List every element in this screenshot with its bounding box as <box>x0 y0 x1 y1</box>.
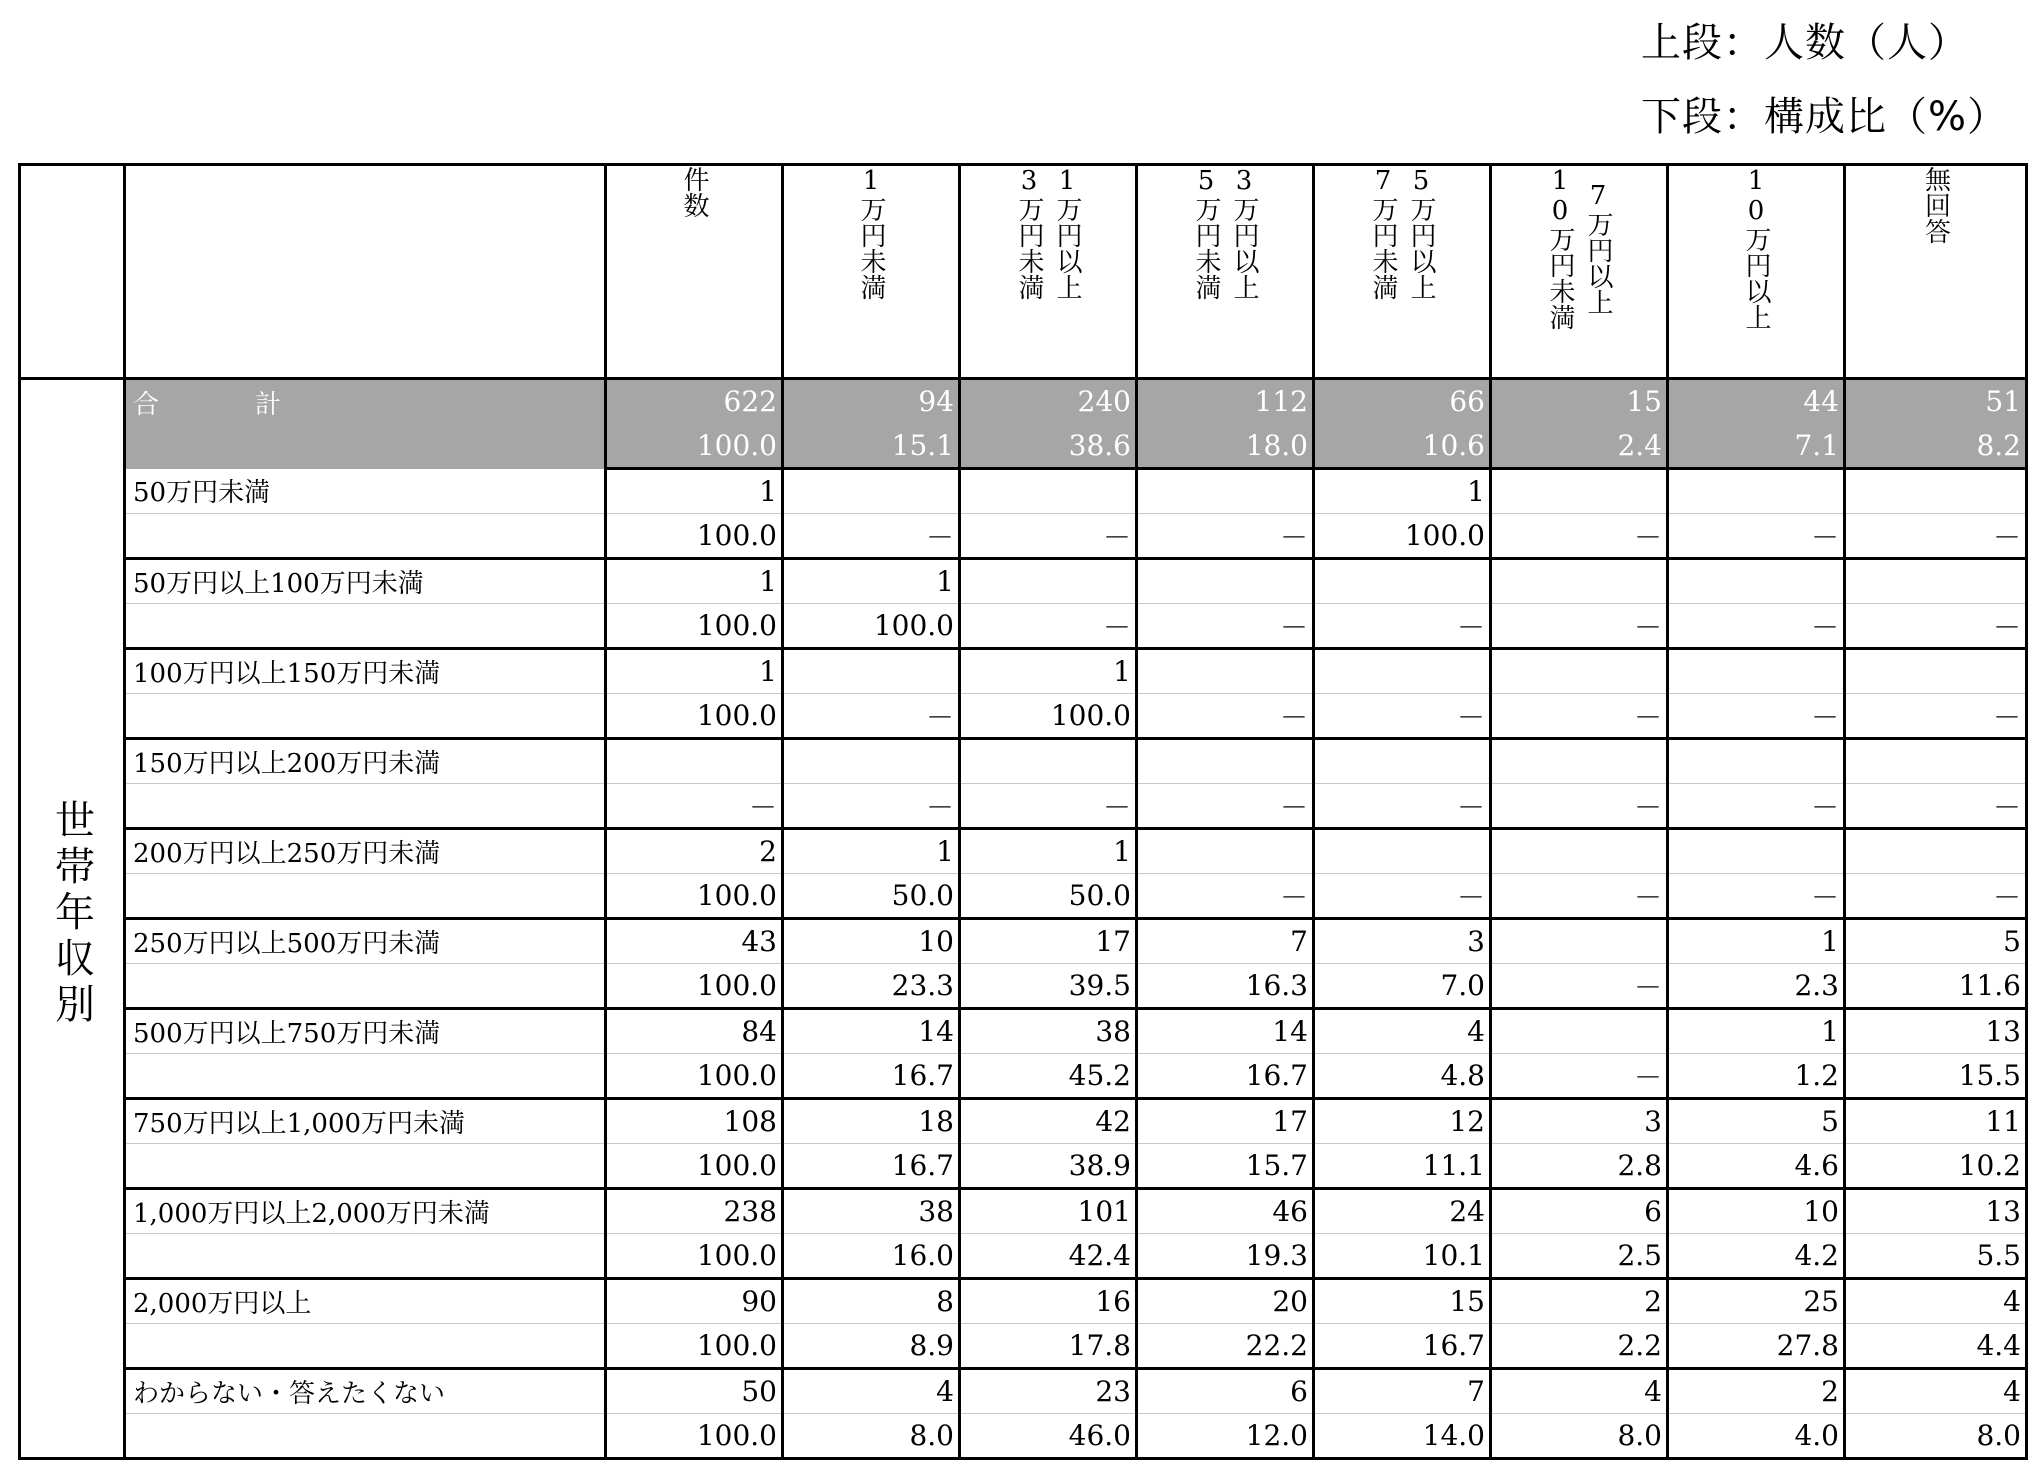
count-cell: 43 <box>606 919 783 964</box>
row-label: 200万円以上250万円未満 <box>125 829 606 874</box>
ratio-cell: － <box>606 784 783 829</box>
ratio-cell: 27.8 <box>1668 1324 1845 1369</box>
count-cell: 90 <box>606 1279 783 1324</box>
table-row-ratios <box>20 874 2027 919</box>
row-label: 500万円以上750万円未満 <box>125 1009 606 1054</box>
count-cell: 12 <box>1314 1099 1491 1144</box>
column-header <box>1491 165 1668 379</box>
count-cell: 14 <box>783 1009 960 1054</box>
ratio-cell: 16.7 <box>783 1054 960 1099</box>
count-cell: 13 <box>1845 1009 2027 1054</box>
count-cell <box>1137 739 1314 784</box>
table-row-counts <box>20 739 2027 784</box>
ratio-cell: － <box>1845 874 2027 919</box>
ratio-cell: － <box>960 784 1137 829</box>
table-row-ratios <box>20 1234 2027 1279</box>
count-cell: 2 <box>606 829 783 874</box>
ratio-cell: － <box>783 784 960 829</box>
table-row-ratios <box>20 514 2027 559</box>
row-label: 150万円以上200万円未満 <box>125 739 606 784</box>
ratio-cell: － <box>1845 694 2027 739</box>
count-cell <box>1668 739 1845 784</box>
ratio-cell: － <box>1845 784 2027 829</box>
row-label-blank <box>125 1054 606 1099</box>
count-cell: 17 <box>1137 1099 1314 1144</box>
total-label-b: 計 <box>255 390 282 420</box>
ratio-cell: 16.0 <box>783 1234 960 1279</box>
ratio-cell: 50.0 <box>960 874 1137 919</box>
count-cell: 1 <box>1668 919 1845 964</box>
total-count-cell: 240 <box>960 379 1137 424</box>
header-row <box>20 165 2027 379</box>
table-row-ratios <box>20 1054 2027 1099</box>
count-cell: 10 <box>783 919 960 964</box>
ratio-cell: － <box>1668 604 1845 649</box>
column-header-text: 10万円以上 <box>1741 166 1771 330</box>
row-label-blank <box>125 514 606 559</box>
total-count-cell: 622 <box>606 379 783 424</box>
column-header-text: 無回答 <box>1920 166 1951 244</box>
count-cell: 13 <box>1845 1189 2027 1234</box>
count-cell <box>960 559 1137 604</box>
count-cell <box>783 469 960 514</box>
column-header <box>960 165 1137 379</box>
column-header-text: 5万円以上 <box>1406 166 1436 300</box>
count-cell: 1 <box>606 469 783 514</box>
ratio-cell: － <box>1491 784 1668 829</box>
column-header <box>1314 165 1491 379</box>
column-header-text: 件数 <box>679 166 709 218</box>
table-row-counts <box>20 1009 2027 1054</box>
count-cell: 1 <box>960 829 1137 874</box>
ratio-cell: － <box>1314 694 1491 739</box>
count-cell: 14 <box>1137 1009 1314 1054</box>
count-cell: 1 <box>606 649 783 694</box>
count-cell: 4 <box>783 1369 960 1414</box>
ratio-cell: 42.4 <box>960 1234 1137 1279</box>
column-header-text: 3万円以上 <box>1229 166 1259 300</box>
ratio-cell: 5.5 <box>1845 1234 2027 1279</box>
count-cell <box>1137 559 1314 604</box>
total-count-cell: 94 <box>783 379 960 424</box>
ratio-cell: 2.8 <box>1491 1144 1668 1189</box>
column-header-text: 1万円以上 <box>1052 166 1082 300</box>
total-ratio-cell: 2.4 <box>1491 424 1668 469</box>
count-cell: 1 <box>1668 1009 1845 1054</box>
count-cell: 6 <box>1137 1369 1314 1414</box>
ratio-cell: － <box>1491 964 1668 1009</box>
unit-legend <box>1641 6 2008 154</box>
ratio-cell: 16.7 <box>1314 1324 1491 1369</box>
ratio-cell: 45.2 <box>960 1054 1137 1099</box>
ratio-cell: 100.0 <box>606 1234 783 1279</box>
table-row-counts <box>20 1369 2027 1414</box>
count-cell <box>606 739 783 784</box>
table-row-counts <box>20 649 2027 694</box>
ratio-cell: 2.2 <box>1491 1324 1668 1369</box>
table-row-counts <box>20 1189 2027 1234</box>
ratio-cell: 16.7 <box>783 1144 960 1189</box>
ratio-cell: 100.0 <box>606 964 783 1009</box>
ratio-cell: 16.7 <box>1137 1054 1314 1099</box>
ratio-cell: 10.1 <box>1314 1234 1491 1279</box>
count-cell: 1 <box>960 649 1137 694</box>
count-cell: 17 <box>960 919 1137 964</box>
row-label: 1,000万円以上2,000万円未満 <box>125 1189 606 1234</box>
count-cell <box>1314 649 1491 694</box>
ratio-cell: － <box>1137 694 1314 739</box>
column-header <box>1668 165 1845 379</box>
count-cell: 1 <box>1314 469 1491 514</box>
count-cell: 5 <box>1845 919 2027 964</box>
row-label-blank <box>125 1324 606 1369</box>
row-label-blank <box>125 1414 606 1459</box>
count-cell: 16 <box>960 1279 1137 1324</box>
ratio-cell: － <box>1137 784 1314 829</box>
row-label-blank <box>125 694 606 739</box>
row-label: 50万円未満 <box>125 469 606 514</box>
count-cell <box>783 649 960 694</box>
ratio-cell: 11.6 <box>1845 964 2027 1009</box>
count-cell: 18 <box>783 1099 960 1144</box>
count-cell <box>1137 829 1314 874</box>
count-cell <box>1845 829 2027 874</box>
column-header-text: 7万円以上 <box>1583 181 1613 315</box>
count-cell: 10 <box>1668 1189 1845 1234</box>
ratio-cell: － <box>1137 604 1314 649</box>
count-cell: 84 <box>606 1009 783 1054</box>
count-cell: 25 <box>1668 1279 1845 1324</box>
count-cell <box>1491 1009 1668 1054</box>
ratio-cell: 100.0 <box>606 694 783 739</box>
count-cell <box>1668 829 1845 874</box>
row-label-blank <box>125 874 606 919</box>
ratio-cell: － <box>1668 874 1845 919</box>
ratio-cell: 22.2 <box>1137 1324 1314 1369</box>
total-count-cell: 44 <box>1668 379 1845 424</box>
ratio-cell: 19.3 <box>1137 1234 1314 1279</box>
count-cell: 8 <box>783 1279 960 1324</box>
count-cell: 11 <box>1845 1099 2027 1144</box>
count-cell <box>1668 559 1845 604</box>
ratio-cell: 100.0 <box>1314 514 1491 559</box>
count-cell: 38 <box>960 1009 1137 1054</box>
total-count-cell: 66 <box>1314 379 1491 424</box>
ratio-cell: － <box>1668 514 1845 559</box>
total-ratio-cell: 100.0 <box>606 424 783 469</box>
count-cell: 4 <box>1314 1009 1491 1054</box>
ratio-cell: 8.0 <box>783 1414 960 1459</box>
count-cell <box>960 469 1137 514</box>
row-label: 50万円以上100万円未満 <box>125 559 606 604</box>
ratio-cell: 46.0 <box>960 1414 1137 1459</box>
header-label-cell <box>125 165 606 379</box>
count-cell: 50 <box>606 1369 783 1414</box>
ratio-cell: － <box>1491 874 1668 919</box>
ratio-cell: 8.9 <box>783 1324 960 1369</box>
row-label-blank <box>125 604 606 649</box>
ratio-cell: 14.0 <box>1314 1414 1491 1459</box>
table-row-ratios <box>20 604 2027 649</box>
count-cell: 15 <box>1314 1279 1491 1324</box>
count-cell <box>1845 649 2027 694</box>
total-ratio-cell: 15.1 <box>783 424 960 469</box>
row-label-blank <box>125 784 606 829</box>
total-ratio-cell: 8.2 <box>1845 424 2027 469</box>
ratio-cell: 15.7 <box>1137 1144 1314 1189</box>
table-row-counts <box>20 1279 2027 1324</box>
ratio-cell: － <box>1314 604 1491 649</box>
ratio-cell: 15.5 <box>1845 1054 2027 1099</box>
column-header-text: 10万円未満 <box>1545 166 1575 330</box>
table-row-ratios <box>20 1144 2027 1189</box>
ratio-cell: 10.2 <box>1845 1144 2027 1189</box>
count-cell: 1 <box>606 559 783 604</box>
ratio-cell: 100.0 <box>606 514 783 559</box>
count-cell: 2 <box>1668 1369 1845 1414</box>
count-cell <box>1491 739 1668 784</box>
header-corner-cell <box>20 165 125 379</box>
row-label: 100万円以上150万円未満 <box>125 649 606 694</box>
ratio-cell: 100.0 <box>606 604 783 649</box>
ratio-cell: 50.0 <box>783 874 960 919</box>
count-cell: 4 <box>1491 1369 1668 1414</box>
count-cell: 23 <box>960 1369 1137 1414</box>
total-ratio-cell: 38.6 <box>960 424 1137 469</box>
ratio-cell: － <box>1137 514 1314 559</box>
count-cell: 46 <box>1137 1189 1314 1234</box>
count-cell: 3 <box>1314 919 1491 964</box>
table-row-ratios <box>20 694 2027 739</box>
ratio-cell: － <box>1491 694 1668 739</box>
count-cell <box>1845 469 2027 514</box>
column-header <box>783 165 960 379</box>
ratio-cell: － <box>1845 604 2027 649</box>
count-cell: 7 <box>1137 919 1314 964</box>
table-row-counts <box>20 829 2027 874</box>
ratio-cell: － <box>1491 1054 1668 1099</box>
count-cell <box>960 739 1137 784</box>
total-ratio-cell: 10.6 <box>1314 424 1491 469</box>
table-row-ratios <box>20 784 2027 829</box>
count-cell: 3 <box>1491 1099 1668 1144</box>
count-cell: 7 <box>1314 1369 1491 1414</box>
ratio-cell: 100.0 <box>606 874 783 919</box>
ratio-cell: 7.0 <box>1314 964 1491 1009</box>
ratio-cell: 100.0 <box>783 604 960 649</box>
total-row-counts <box>20 379 2027 424</box>
table-row-ratios <box>20 1414 2027 1459</box>
count-cell <box>1491 649 1668 694</box>
ratio-cell: － <box>783 694 960 739</box>
count-cell: 101 <box>960 1189 1137 1234</box>
total-label <box>125 379 606 469</box>
ratio-cell: 4.4 <box>1845 1324 2027 1369</box>
ratio-cell: 100.0 <box>606 1414 783 1459</box>
count-cell <box>783 739 960 784</box>
count-cell: 38 <box>783 1189 960 1234</box>
count-cell: 1 <box>783 559 960 604</box>
table-row-counts <box>20 1099 2027 1144</box>
count-cell <box>1491 919 1668 964</box>
ratio-cell: － <box>1491 604 1668 649</box>
count-cell: 6 <box>1491 1189 1668 1234</box>
count-cell: 24 <box>1314 1189 1491 1234</box>
count-cell <box>1314 559 1491 604</box>
table-row-counts <box>20 919 2027 964</box>
ratio-cell: － <box>1845 514 2027 559</box>
ratio-cell: 38.9 <box>960 1144 1137 1189</box>
total-count-cell: 15 <box>1491 379 1668 424</box>
ratio-cell: － <box>960 604 1137 649</box>
count-cell <box>1845 559 2027 604</box>
count-cell <box>1491 829 1668 874</box>
column-header-text: 1万円未満 <box>856 166 886 300</box>
ratio-cell: 12.0 <box>1137 1414 1314 1459</box>
ratio-cell: 100.0 <box>606 1144 783 1189</box>
ratio-cell: 16.3 <box>1137 964 1314 1009</box>
ratio-cell: 11.1 <box>1314 1144 1491 1189</box>
count-cell: 238 <box>606 1189 783 1234</box>
column-header-text: 7万円未満 <box>1368 166 1398 300</box>
ratio-cell: 39.5 <box>960 964 1137 1009</box>
count-cell <box>1314 739 1491 784</box>
column-header <box>606 165 783 379</box>
row-label: わからない・答えたくない <box>125 1369 606 1414</box>
ratio-cell: 2.3 <box>1668 964 1845 1009</box>
count-cell: 108 <box>606 1099 783 1144</box>
count-cell <box>1314 829 1491 874</box>
table-row-ratios <box>20 1324 2027 1369</box>
group-label: 世帯年収別 <box>48 798 95 1029</box>
count-cell: 1 <box>783 829 960 874</box>
ratio-cell: 4.0 <box>1668 1414 1845 1459</box>
ratio-cell: － <box>1314 784 1491 829</box>
count-cell <box>1137 649 1314 694</box>
crosstab-table <box>18 163 2028 1460</box>
count-cell <box>1668 649 1845 694</box>
ratio-cell: 4.6 <box>1668 1144 1845 1189</box>
table-row-counts <box>20 559 2027 604</box>
total-label-a: 合 <box>133 390 160 420</box>
row-label-blank <box>125 1234 606 1279</box>
count-cell <box>1491 559 1668 604</box>
ratio-cell: － <box>1314 874 1491 919</box>
row-label-blank <box>125 1144 606 1189</box>
ratio-cell: － <box>1137 874 1314 919</box>
count-cell <box>1137 469 1314 514</box>
count-cell: 5 <box>1668 1099 1845 1144</box>
count-cell: 2 <box>1491 1279 1668 1324</box>
total-ratio-cell: 7.1 <box>1668 424 1845 469</box>
count-cell: 20 <box>1137 1279 1314 1324</box>
row-label-blank <box>125 964 606 1009</box>
column-header-text: 5万円未満 <box>1191 166 1221 300</box>
row-label: 750万円以上1,000万円未満 <box>125 1099 606 1144</box>
ratio-cell: 1.2 <box>1668 1054 1845 1099</box>
ratio-cell: － <box>1668 694 1845 739</box>
ratio-cell: － <box>960 514 1137 559</box>
ratio-cell: 100.0 <box>606 1054 783 1099</box>
legend-lower: 下段：構成比（%） <box>1640 94 2008 140</box>
total-ratio-cell: 18.0 <box>1137 424 1314 469</box>
ratio-cell: 2.5 <box>1491 1234 1668 1279</box>
total-count-cell: 51 <box>1845 379 2027 424</box>
ratio-cell: － <box>783 514 960 559</box>
count-cell: 4 <box>1845 1369 2027 1414</box>
legend-upper: 上段：人数（人） <box>1640 20 1969 66</box>
group-label-cell <box>20 379 125 1459</box>
column-header-text: 3万円未満 <box>1014 166 1044 300</box>
row-label: 250万円以上500万円未満 <box>125 919 606 964</box>
ratio-cell: 100.0 <box>960 694 1137 739</box>
ratio-cell: － <box>1491 514 1668 559</box>
ratio-cell: 23.3 <box>783 964 960 1009</box>
ratio-cell: 8.0 <box>1491 1414 1668 1459</box>
total-count-cell: 112 <box>1137 379 1314 424</box>
count-cell <box>1845 739 2027 784</box>
column-header <box>1845 165 2027 379</box>
ratio-cell: 17.8 <box>960 1324 1137 1369</box>
ratio-cell: 8.0 <box>1845 1414 2027 1459</box>
row-label: 2,000万円以上 <box>125 1279 606 1324</box>
ratio-cell: － <box>1668 784 1845 829</box>
ratio-cell: 4.8 <box>1314 1054 1491 1099</box>
table-row-counts <box>20 469 2027 514</box>
ratio-cell: 4.2 <box>1668 1234 1845 1279</box>
count-cell <box>1668 469 1845 514</box>
ratio-cell: 100.0 <box>606 1324 783 1369</box>
count-cell <box>1491 469 1668 514</box>
column-header <box>1137 165 1314 379</box>
count-cell: 42 <box>960 1099 1137 1144</box>
table-row-ratios <box>20 964 2027 1009</box>
count-cell: 4 <box>1845 1279 2027 1324</box>
